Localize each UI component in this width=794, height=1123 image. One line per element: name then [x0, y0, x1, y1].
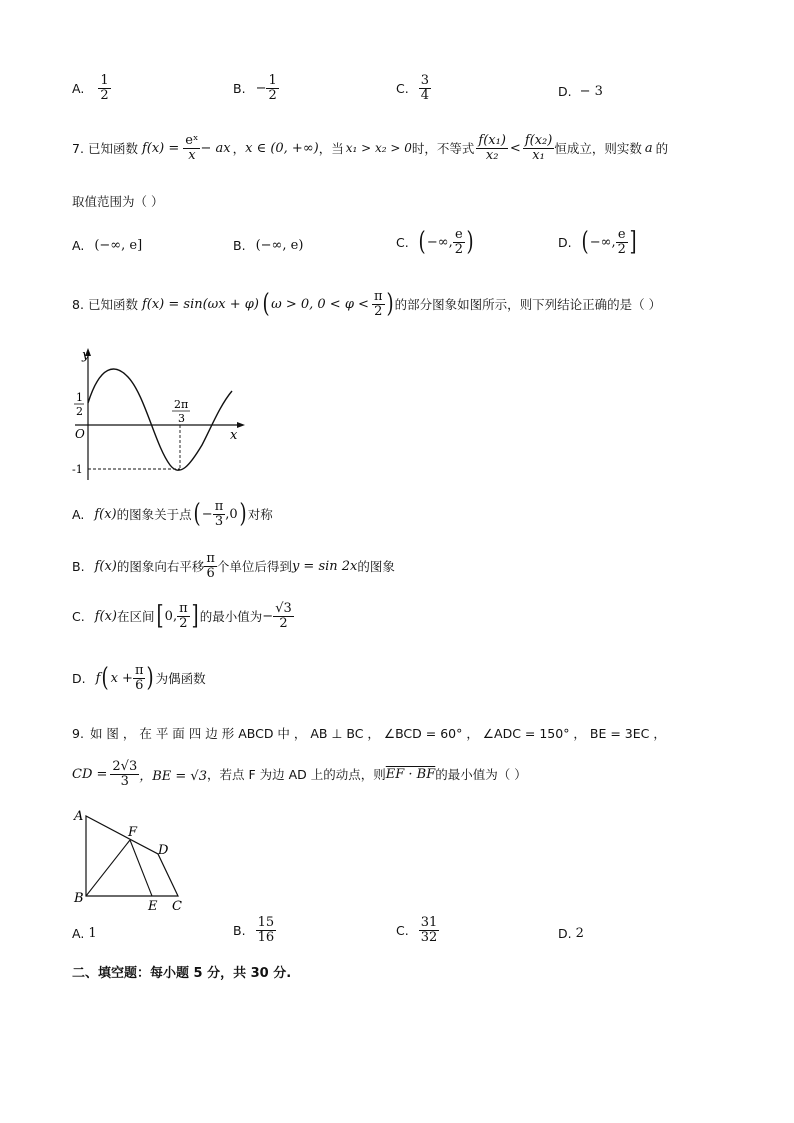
graph-y-label: y — [82, 348, 90, 363]
q6-option-c-fraction: $\frac{3}{4}$ — [420, 73, 429, 103]
q9-quadrilateral-figure — [70, 808, 190, 913]
graph-half-num: 1 — [76, 391, 83, 404]
q7-option-c: C. ( −∞, $\frac{e}{2}$ ) — [396, 227, 474, 258]
graph-half-den: 2 — [76, 405, 83, 418]
label-c: C — [172, 899, 182, 913]
q6-option-d: D. − 3 — [558, 84, 603, 99]
segment-bf — [86, 840, 130, 896]
q9-option-b: B. $\frac{15}{16}$ — [233, 915, 275, 945]
q9-stem-line2: CD = $\frac{2√3}{3}$ ，BE = √3 ，若点 F 为边 AD 上的动点，则 EF · BF 的最小值为（ ） — [72, 759, 527, 789]
q8-option-a: A. f(x) 的图象关于点 ( − $\frac{\pi}{3}$ ,0 ) 对称 — [72, 499, 273, 530]
q6-option-b: B. − $\frac{1}{2}$ — [233, 73, 277, 103]
label-d: D — [158, 843, 169, 858]
section-2-heading: 二、填空题：每小题 5 分，共 30 分. — [72, 966, 292, 981]
q7-stem-line1: 7. 已知函数 f(x) = $\frac{\text{eˣ}}{x}$ − ax ， x ∈ (0, +∞) ，当 x₁ > x₂ > 0 时，不等式 $\frac{\text{f(x₁)}}{\text{x₂}}$ < $\frac{\text{f(x₂)}}{\text{x₁}}$ 恒成立，则实数 a 的 — [72, 133, 669, 163]
graph-2pi-den: 3 — [178, 412, 185, 425]
q7-stem-line2: 取值范围为（ ） — [72, 194, 164, 209]
q9-option-a: A. 1 — [72, 926, 97, 941]
q7-option-b: B. (−∞, e) — [233, 238, 304, 253]
segment-ef — [130, 840, 152, 896]
q8-stem: 8. 已知函数 f(x) = sin(ωx + φ) ( ω > 0, 0 < φ < $\frac{\pi}{2}$ ) 的部分图象如图所示，则下列结论正确的是（ ） — [72, 289, 662, 320]
q8-option-c: C. f(x) 在区间 [ 0, $\frac{\pi}{2}$ ] 的最小值为 − $\frac{√3}{2}$ — [72, 601, 292, 632]
q8-sine-graph — [70, 345, 250, 485]
graph-origin: O — [75, 427, 85, 441]
label-f: F — [128, 825, 138, 840]
q9-stem-line1: 9. 如 图 ， 在 平 面 四 边 形 ABCD 中 ， AB ⊥ BC ， ∠BCD = 60° ， ∠ADC = 150° ， BE = 3EC ， — [72, 725, 666, 741]
label-b: B — [74, 891, 84, 906]
q7-option-a: A. (−∞, e] — [72, 238, 143, 253]
label-a: A — [74, 809, 84, 824]
q7-exp-fraction: $\frac{\text{eˣ}}{x}$ — [185, 133, 199, 163]
q6-option-a: A. $\frac{1}{2}$ — [72, 73, 109, 103]
sine-curve — [88, 369, 232, 470]
q7-ineq-right: $\frac{\text{f(x₂)}}{\text{x₁}}$ — [524, 133, 553, 163]
q9-option-c: C. $\frac{31}{32}$ — [396, 915, 438, 945]
graph-minus-one: -1 — [72, 463, 83, 476]
q7-ineq-left: $\frac{\text{f(x₁)}}{\text{x₂}}$ — [478, 133, 506, 163]
q6-option-a-fraction: $\frac{1}{2}$ — [100, 73, 109, 103]
q8-option-b: B. f(x) 的图象向右平移 $\frac{\pi}{6}$ 个单位后得到 y = sin 2x 的图象 — [72, 551, 395, 581]
graph-2pi-num: 2π — [174, 398, 189, 411]
label-e: E — [148, 899, 158, 913]
q6-option-c: C. $\frac{3}{4}$ — [396, 73, 429, 103]
q7-option-d: D. ( −∞, $\frac{e}{2}$ ] — [558, 227, 637, 258]
q9-option-d: D. 2 — [558, 926, 584, 941]
graph-x-label: x — [230, 428, 238, 443]
q6-option-b-fraction: $\frac{1}{2}$ — [268, 73, 277, 103]
q8-option-d: D. f ( x + $\frac{\pi}{6}$ ) 为偶函数 — [72, 663, 206, 694]
x-axis-arrow — [237, 422, 245, 428]
